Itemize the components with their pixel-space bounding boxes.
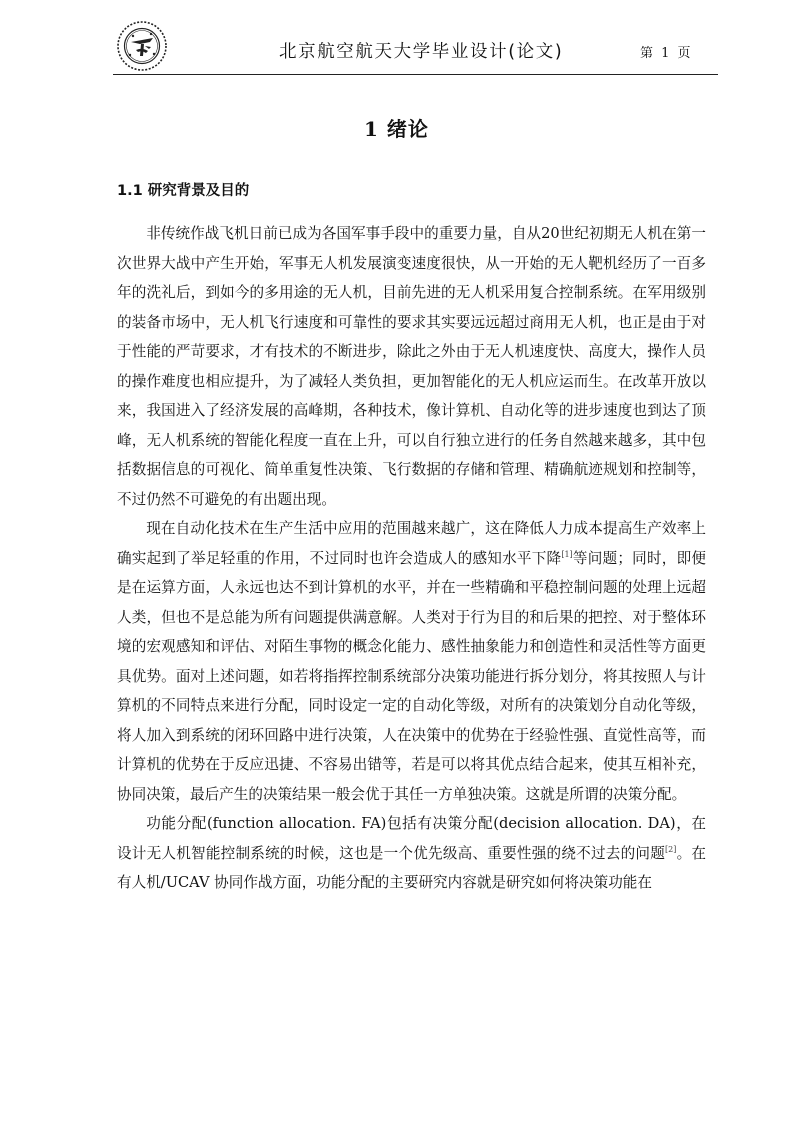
page-number: 第 1 页 bbox=[640, 46, 693, 61]
paragraph-text: 。在有人机/UCAV 协同作战方面，功能分配的主要研究内容就是研究如何将决策功能在 bbox=[117, 844, 706, 891]
paragraph-text: 非传统作战飞机日前已成为各国军事手段中的重要力量，自从20世纪初期无人机在第一次世界大战中产生开始，军事无人机发展演变速度很快，从一开始的无人靶机经历了一百多年的洗礼后，到如今的多用途的无人机，目前先进的无人机采用复合控制系统。在军用级别的装备市场中，无人机飞行速度和可靠性的要求其实要远远超过商用无人机，也正是由于对于性能的严苛要求，才有技术的不断进步，除此之外由于无人机速度快、高度大，操作人员的操作难度也相应提升，为了减轻人类负担，更加智能化的无人机应运而生。在改革开放以来，我国进入了经济发展的高峰期，各种技术，像计算机、自动化等的进步速度也到达了顶峰，无人机系统的智能化程度一直在上升，可以自行独立进行的任务自然越来越多，其中包括数据信息的可视化、简单重复性决策、飞行数据的存储和管理、精确航迹规划和控制等，不过仍然不可避免的有出题出现。 bbox=[117, 225, 706, 508]
page-header bbox=[113, 18, 718, 75]
paragraph-text: 等问题；同时，即便是在运算方面，人永远也达不到计算机的水平，并在一些精确和平稳控制问题的处理上远超人类，但也不是总能为所有问题提供满意解。人类对于行为目的和后果的把控、对于整体环境的宏观感知和评估、对陌生事物的概念化能力、感性抽象能力和创造性和灵活性等方面更具优势。面对上述问题，如若将指挥控制系统部分决策功能进行拆分划分，将其按照人与计算机的不同特点来进行分配，同时设定一定的自动化等级，对所有的决策划分自动化等级，将人加入到系统的闭环回路中进行决策，人在决策中的优势在于经验性强、直觉性高等，而计算机的优势在于反应迅捷、不容易出错等，若是可以将其优点结合起来，使其互相补充，协同决策，最后产生的决策结果一般会优于其任一方单独决策。这就是所谓的决策分配。 bbox=[117, 549, 706, 803]
paragraph bbox=[117, 514, 706, 809]
citation-marker[interactable]: [1] bbox=[561, 549, 573, 559]
paragraph-text: 现在自动化技术在生产生活中应用的范围越来越广，这在降低人力成本提高生产效率上确实起到了举足轻重的作用，不过同时也许会造成人的感知水平下降 bbox=[117, 520, 706, 567]
body-text bbox=[117, 219, 706, 898]
paragraph bbox=[117, 219, 706, 514]
paragraph-text: 功能分配(function allocation. FA)包括有决策分配(decision allocation. DA)，在设计无人机智能控制系统的时候，这也是一个优先级高、重要性强的绕不过去的问题 bbox=[117, 815, 706, 862]
citation-marker[interactable]: [2] bbox=[665, 844, 677, 854]
paragraph bbox=[117, 809, 706, 898]
university-emblem-icon bbox=[116, 20, 168, 72]
header-title: 北京航空航天大学毕业设计(论文) bbox=[279, 42, 564, 62]
section-title: 1.1 研究背景及目的 bbox=[117, 183, 250, 199]
chapter-title: 1 绪论 bbox=[364, 117, 429, 141]
